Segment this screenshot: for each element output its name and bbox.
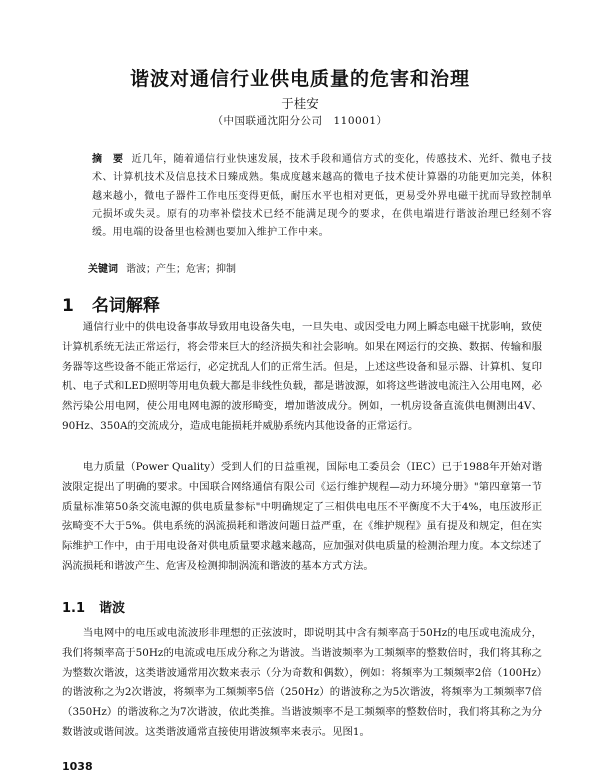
section-number: 1: [62, 296, 74, 316]
author-affiliation: （中国联通沈阳分公司 110001）: [212, 115, 388, 127]
abstract-text: 近几年，随着通信行业快速发展，技术手段和通信方式的变化，传感技术、光纤、微电子技术、计算机技术及信息技术日臻成熟。集成度越来越高的微电子技术使计算器的功能更加完美，体积越来越小，微电子器件工作电压变得更低，耐压水平也相对更低，更易受外界电磁干扰而导致控制单元损坏或失灵。原有的功率补偿技术已经不能满足现今的要求，在供电端进行谐波治理已经刻不容缓。用电端的设备里也检测也要加入维护工作中来。: [92, 154, 553, 239]
keywords: [88, 262, 548, 278]
abstract: [92, 151, 552, 242]
author-name: 于桂安: [281, 96, 319, 111]
subsection-number: 1.1: [62, 601, 86, 616]
keywords-label: 关键词: [88, 264, 118, 275]
paragraph-1: 通信行业中的供电设备事故导致用电设备失电，一旦失电、或因受电力网上瞬态电磁干扰影响，致使计算机系统无法正常运行，将会带来巨大的经济损失和社会影响。如果在网运行的交换、数据、传输和服务器等这些设备不能正常运行，必定扰乱人们的正常生活。但是，上述这些设备和显示器、计算机、复印机、电子式和LED照明等用电负载大都是非线性负载，都是谐波源，如将这些谐波电流注入公用电网，必然污染公用电网，使公用电网电源的波形畸变，增加谐波成分。例如，一机房设备直流供电侧测出4V、90Hz、350A的交流成分，造成电能损耗并威胁系统内其他设备的正常运行。: [62, 321, 542, 432]
paper-title: 谐波对通信行业供电质量的危害和治理: [129, 68, 470, 90]
keywords-text: 谐波；产生；危害；抑制: [126, 264, 236, 275]
section-title: 名词解释: [91, 296, 160, 316]
paragraph-3: 当电网中的电压或电流波形非理想的正弦波时，即说明其中含有频率高于50Hz的电压或电流成分，我们将频率高于50Hz的电流或电压成分称之为谐波。当谐波频率为工频频率的整数倍时，我们将其称之为整数次谐波，这类谐波通常用次数来表示（分为奇数和偶数），例如：将频率为工频频率2倍（100Hz）的谐波称之为2次谐波，将频率为工频频率5倍（250Hz）的谐波称之为5次谐波，将频率为工频频率7倍（350Hz）的谐波称之为7次谐波，依此类推。当谐波频率不是工频频率的整数倍时，我们将其称之为分数谐波或谐间波。这类谐波通常直接使用谐波频率来表示。见图1。: [62, 627, 542, 738]
paragraph-2: 电力质量（Power Quality）受到人们的日益重视，国际电工委员会（IEC）已于1988年开始对谐波限定提出了明确的要求。中国联合网络通信有限公司《运行维护规程—动力环境分册》"第四章第一节质量标准第50条交流电源的供电质量参标"中明确规定了三相供电电压不平衡度不大于4%，电压波形正弦畸变不大于5%。供电系统的涡流损耗和谐波问题日益严重，在《维护规程》虽有提及和规定，但在实际维护工作中，由于用电设备对供电质量要求越来越高，应加强对供电质量的检测治理力度。本文综述了涡流损耗和谐波产生、危害及检测抑制涡流和谐波的基本方式方法。: [62, 461, 542, 572]
page-number: 1038: [62, 760, 93, 773]
section-heading: [62, 291, 160, 316]
abstract-label: 摘 要: [92, 154, 124, 165]
subsection-title: 谐波: [99, 601, 126, 616]
subsection-heading: [62, 597, 125, 616]
